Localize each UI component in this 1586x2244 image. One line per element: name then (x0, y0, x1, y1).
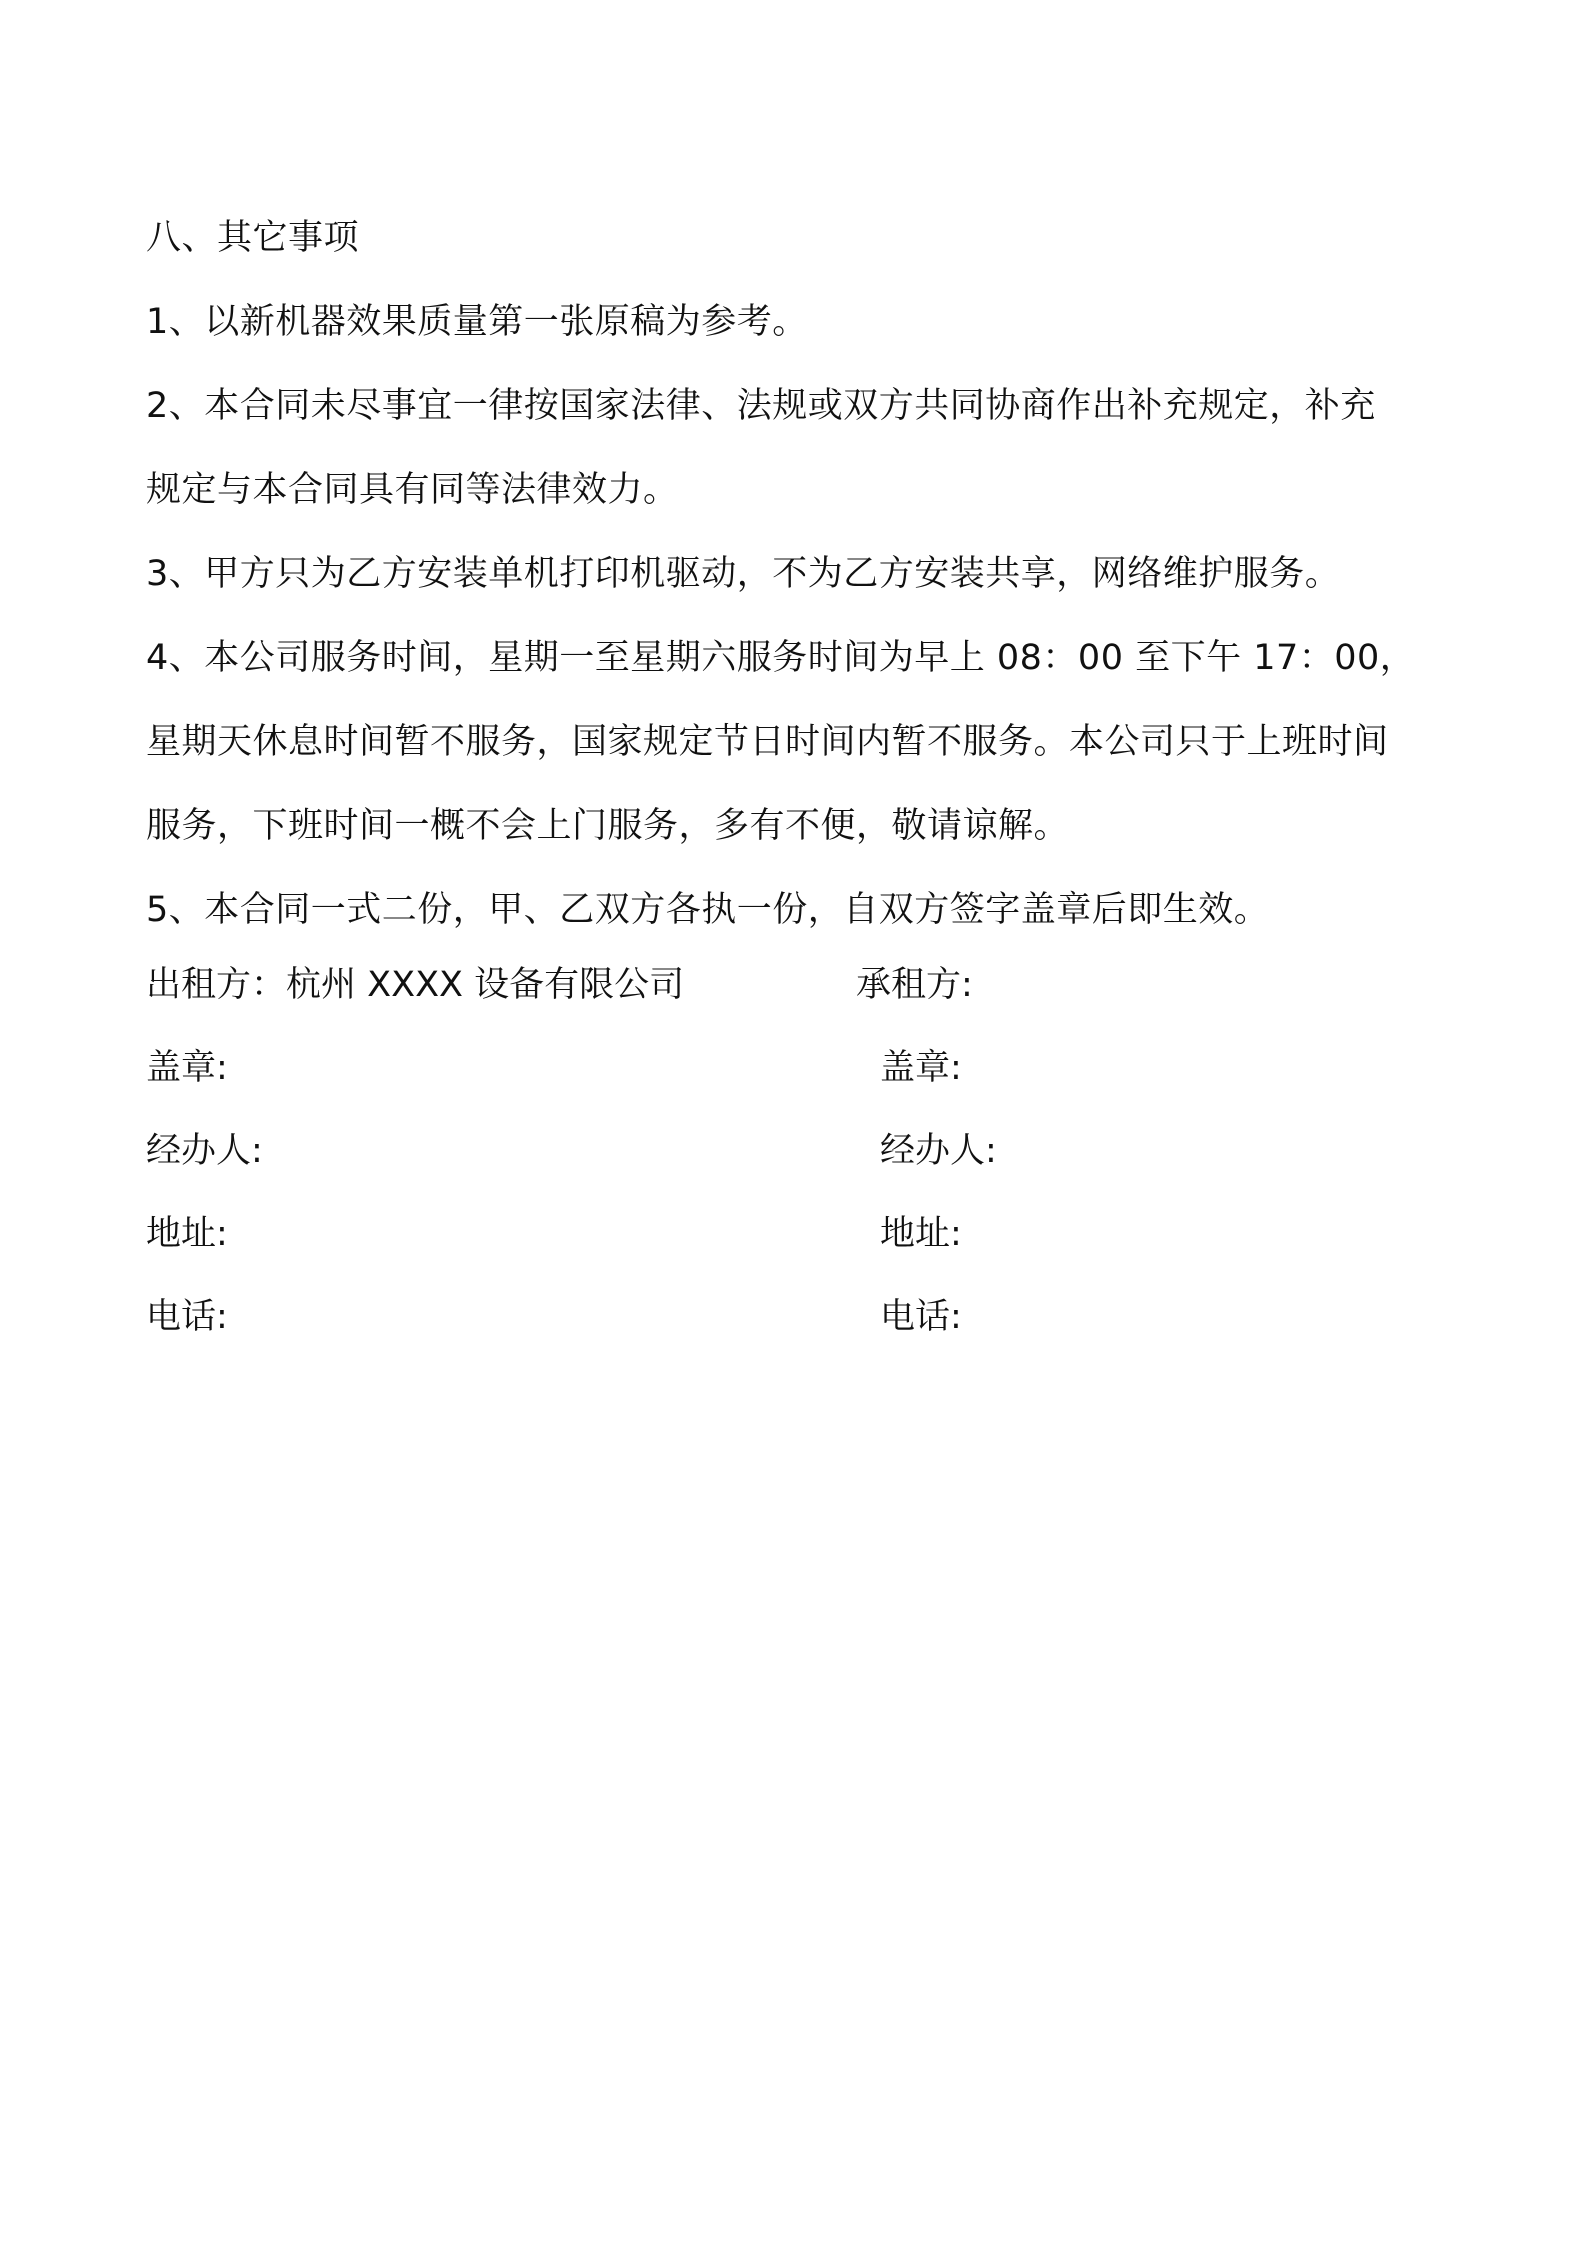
lessee-label: 承租方: (856, 965, 973, 1005)
lessee-seal-label: 盖章: (880, 1048, 962, 1088)
term-line: 服务，下班时间一概不会上门服务，多有不便，敬请谅解。 (146, 806, 1070, 846)
signature-block (146, 950, 1466, 1365)
party-row (146, 950, 1466, 1033)
term-line: 1、以新机器效果质量第一张原稿为参考。 (146, 302, 808, 342)
address-row (146, 1199, 1466, 1282)
phone-row (146, 1282, 1466, 1365)
term-line: 5、本合同一式二份，甲、乙双方各执一份，自双方签字盖章后即生效。 (146, 890, 1270, 930)
term-line: 星期天休息时间暂不服务，国家规定节日时间内暂不服务。本公司只于上班时间 (146, 722, 1389, 762)
terms-section (146, 196, 1466, 952)
section-title: 八、其它事项 (146, 218, 360, 258)
lessor-phone-label: 电话: (146, 1297, 228, 1337)
lessee-phone-label: 电话: (880, 1297, 962, 1337)
lessor-address-label: 地址: (146, 1214, 228, 1254)
term-line: 规定与本合同具有同等法律效力。 (146, 470, 679, 510)
lessee-address-label: 地址: (880, 1214, 962, 1254)
seal-row (146, 1033, 1466, 1116)
agent-row (146, 1116, 1466, 1199)
lessor-label: 出租方：杭州 XXXX 设备有限公司 (146, 965, 685, 1005)
lessor-agent-label: 经办人: (146, 1131, 263, 1171)
term-line: 4、本公司服务时间，星期一至星期六服务时间为早上 08：00 至下午 17：00， (146, 638, 1416, 678)
lessee-agent-label: 经办人: (880, 1131, 997, 1171)
term-line: 3、甲方只为乙方安装单机打印机驱动，不为乙方安装共享，网络维护服务。 (146, 554, 1341, 594)
term-line: 2、本合同未尽事宜一律按国家法律、法规或双方共同协商作出补充规定，补充 (146, 386, 1376, 426)
lessor-seal-label: 盖章: (146, 1048, 228, 1088)
